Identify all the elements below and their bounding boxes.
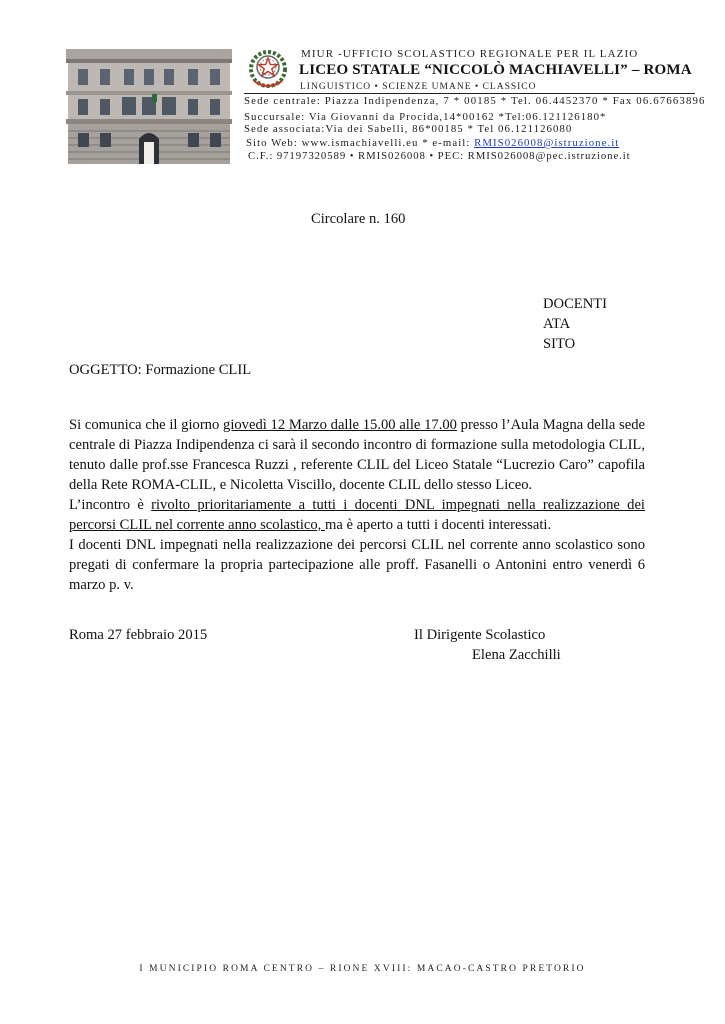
paragraph-2 — [69, 495, 645, 535]
header-divider — [244, 93, 695, 94]
circular-number: Circolare n. 160 — [311, 211, 406, 227]
meeting-date: giovedì 12 Marzo dalle 15.00 alle 17.00 — [223, 417, 457, 433]
header-line-sede-associata: Sede associata:Via dei Sabelli, 86*00185 * Tel 06.121126080 — [244, 123, 573, 135]
header-line-fiscal: C.F.: 97197320589 • RMIS026008 • PEC: RMIS026008@pec.istruzione.it — [248, 150, 631, 162]
p1-start: Si comunica che il giorno — [69, 417, 224, 433]
school-building-image — [66, 47, 232, 164]
header-ministry: MIUR -UFFICIO SCOLASTICO REGIONALE PER IL LAZIO — [301, 48, 639, 60]
recipient-item: ATA — [543, 316, 571, 332]
recipients-list — [543, 294, 607, 354]
paragraph-1 — [69, 415, 645, 495]
header-line-succursale: Succursale: Via Giovanni da Procida,14*00162 *Tel:06.121126180* — [244, 111, 607, 123]
signature-role: Il Dirigente Scolastico — [414, 627, 546, 643]
header-school-name: LICEO STATALE “NICCOLÒ MACHIAVELLI” – ROMA — [299, 62, 692, 78]
recipient-item: DOCENTI — [543, 296, 608, 312]
date-place: Roma 27 febbraio 2015 — [69, 627, 208, 643]
letter-body — [69, 415, 645, 595]
recipient-item: SITO — [543, 336, 576, 352]
header-web-text: Sito Web: www.ismachiavelli.eu * e-mail: — [246, 137, 475, 149]
subject-line: OGGETTO: Formazione CLIL — [69, 362, 252, 378]
header-tracks: LINGUISTICO • SCIENZE UMANE • CLASSICO — [300, 82, 537, 92]
target-audience: rivolto prioritariamente a tutti i docenti DNL impegnati nella realizzazione dei percorsi CLIL nel corrente anno scolastico, — [69, 497, 645, 533]
header-line-sede-centrale: Sede centrale: Piazza Indipendenza, 7 * 00185 * Tel. 06.4452370 * Fax 06.67663896 — [244, 95, 706, 107]
header-line-web — [246, 137, 619, 149]
p1-end: presso l’Aula Magna della sede centrale di Piazza Indipendenza ci sarà il secondo incontro di formazione sulla metodologia CLIL, tenuto dalle prof.sse Francesca Ruzzi , referente CLIL del Liceo Statale “Lucrezio Caro” capofila della Rete ROMA-CLIL, e Nicoletta Viscillo, docente CLIL dello stesso Liceo. — [69, 417, 645, 493]
paragraph-3: I docenti DNL impegnati nella realizzazione dei percorsi CLIL nel corrente anno scolastico sono pregati di confermare la propria partecipazione alle proff. Fasanelli o Antonini entro venerdì 6 marzo p. v. — [69, 537, 645, 593]
p2-end: ma è aperto a tutti i docenti interessati. — [324, 517, 552, 533]
page-footer: I MUNICIPIO ROMA CENTRO – RIONE XVIII: MACAO-CASTRO PRETORIO — [139, 964, 586, 974]
republic-emblem-icon — [248, 47, 288, 91]
p2-start: L’incontro è — [69, 497, 152, 513]
signature-name: Elena Zacchilli — [472, 647, 561, 663]
email-link[interactable]: RMIS026008@istruzione.it — [474, 137, 620, 149]
